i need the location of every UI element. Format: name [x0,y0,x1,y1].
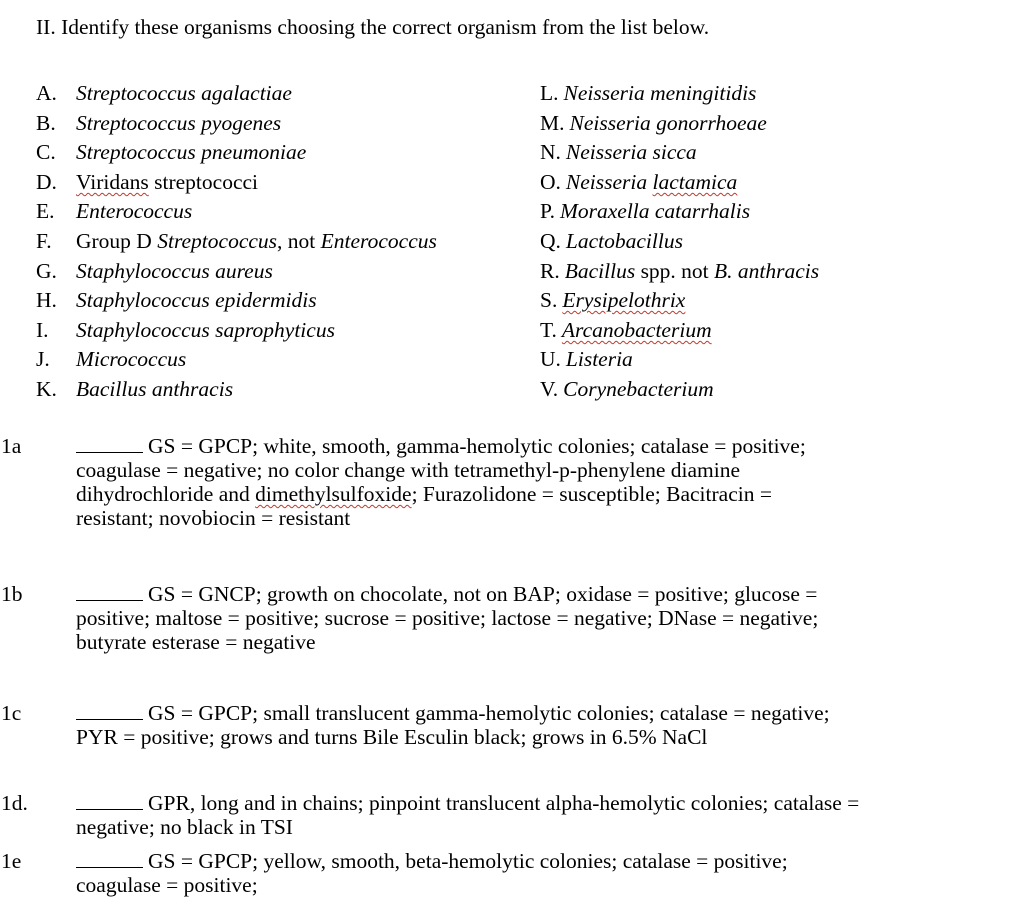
italic-text: Streptococcus pyogenes [76,110,282,135]
option-letter: C. [36,140,56,165]
option-letter: D. [36,169,57,194]
option-letter: N. [540,140,561,165]
text: streptococci [148,169,259,194]
question-number: 1c [1,701,22,725]
question-line [76,628,1006,657]
organism-option [540,286,819,316]
option-letter: Q. [540,228,561,253]
organism-option [540,227,819,257]
organism-option [540,79,819,109]
text: PYR = positive; grows and turns Bile Esculin black; grows in 6.5% NaCl [76,725,708,749]
italic-text: Streptococcus agalactiae [76,81,292,105]
option-letter: G. [36,258,57,283]
organism-option [540,138,819,168]
italic-text: Neisseria meningitidis [563,81,757,105]
organism-list-left [36,79,437,405]
italic-text: Streptococcus pneumoniae [76,140,307,165]
text: dimethylsulfoxide [255,482,412,506]
organism-option [540,257,819,287]
section-heading: II. Identify these organisms choosing the correct organism from the list below. [36,15,710,39]
organism-option [36,109,437,139]
question-number: 1e [1,849,22,873]
italic-text: Staphylococcus saprophyticus [76,317,335,342]
organism-option [36,375,437,405]
question-line [76,871,1006,900]
organism-option [36,138,437,168]
text: ; Furazolidone = susceptible; Bacitracin = [411,482,772,506]
question-line [76,723,1006,752]
question-number: 1d. [1,791,28,815]
organism-option [540,375,819,405]
option-letter: U. [540,347,561,372]
option-letter: M. [540,110,565,135]
question-line [76,813,1006,842]
text: Group D [76,228,158,253]
answer-blank[interactable] [76,849,143,868]
italic-text: Streptococcus [157,228,278,253]
italic-text: Erysipelothrix [562,288,686,313]
option-letter: R. [540,258,560,283]
text: Viridans [76,169,149,194]
text: coagulase = positive; [76,873,258,897]
italic-text: Neisseria sicca [565,140,697,165]
organism-option [36,345,437,375]
question-number: 1b [1,582,23,606]
text: coagulase = negative; no color change with tetramethyl-p-phenylene diamine [76,458,741,482]
organism-option [540,316,819,346]
organism-list-right [540,79,819,405]
organism-option [36,316,437,346]
organism-option [540,345,819,375]
italic-text: B. anthracis [714,258,820,283]
option-letter: P. [540,199,555,224]
organism-option [36,257,437,287]
option-letter: E. [36,199,55,224]
question-line [76,504,1006,533]
text: GS = GPCP; small translucent gamma-hemolytic colonies; catalase = negative; [148,701,830,725]
option-letter: S. [540,288,558,313]
organism-option [36,227,437,257]
text: , not [277,228,321,253]
italic-text: Bacillus anthracis [76,376,234,401]
text: resistant; novobiocin = resistant [76,506,351,530]
italic-text: Corynebacterium [563,376,714,401]
answer-blank[interactable] [76,434,143,453]
option-letter: T. [540,317,557,342]
option-letter: B. [36,110,56,135]
organism-option [540,109,819,139]
text: GS = GPCP; white, smooth, gamma-hemolytic colonies; catalase = positive; [148,434,806,458]
italic-text: Moraxella catarrhalis [559,199,751,224]
option-letter: V. [540,376,559,401]
text: GPR, long and in chains; pinpoint translucent alpha-hemolytic colonies; catalase = [148,791,860,815]
italic-text: Neisseria gonorrhoeae [569,110,767,135]
answer-blank[interactable] [76,701,143,720]
italic-text: Arcanobacterium [561,317,712,342]
italic-text: Micrococcus [76,347,187,372]
italic-text: Staphylococcus epidermidis [76,288,317,313]
italic-text: Neisseria [565,169,653,194]
italic-text: Bacillus [564,258,636,283]
option-letter: F. [36,228,52,253]
option-letter: A. [36,81,57,105]
italic-text: Listeria [565,347,633,372]
option-letter: J. [36,347,50,372]
text: positive; maltose = positive; sucrose = positive; lactose = negative; DNase = negative; [76,606,819,630]
text: dihydrochloride and [76,482,256,506]
text: negative; no black in TSI [76,815,293,839]
organism-option [540,197,819,227]
text: GS = GPCP; yellow, smooth, beta-hemolytic colonies; catalase = positive; [148,849,788,873]
organism-option [540,168,819,198]
question-number: 1a [1,434,22,458]
organism-option [36,168,437,198]
italic-text: Lactobacillus [565,228,683,253]
italic-text: lactamica [652,169,738,194]
option-letter: H. [36,288,57,313]
option-letter: K. [36,376,57,401]
option-letter: I. [36,317,49,342]
italic-text: Staphylococcus aureus [76,258,273,283]
organism-option [36,79,437,109]
answer-blank[interactable] [76,791,143,810]
italic-text: Enterococcus [320,228,437,253]
text: GS = GNCP; growth on chocolate, not on BAP; oxidase = positive; glucose = [148,582,818,606]
italic-text: Enterococcus [76,199,193,224]
organism-option [36,286,437,316]
option-letter: L. [540,81,559,105]
organism-option [36,197,437,227]
answer-blank[interactable] [76,582,143,601]
text: butyrate esterase = negative [76,630,316,654]
text: spp. not [635,258,715,283]
option-letter: O. [540,169,561,194]
